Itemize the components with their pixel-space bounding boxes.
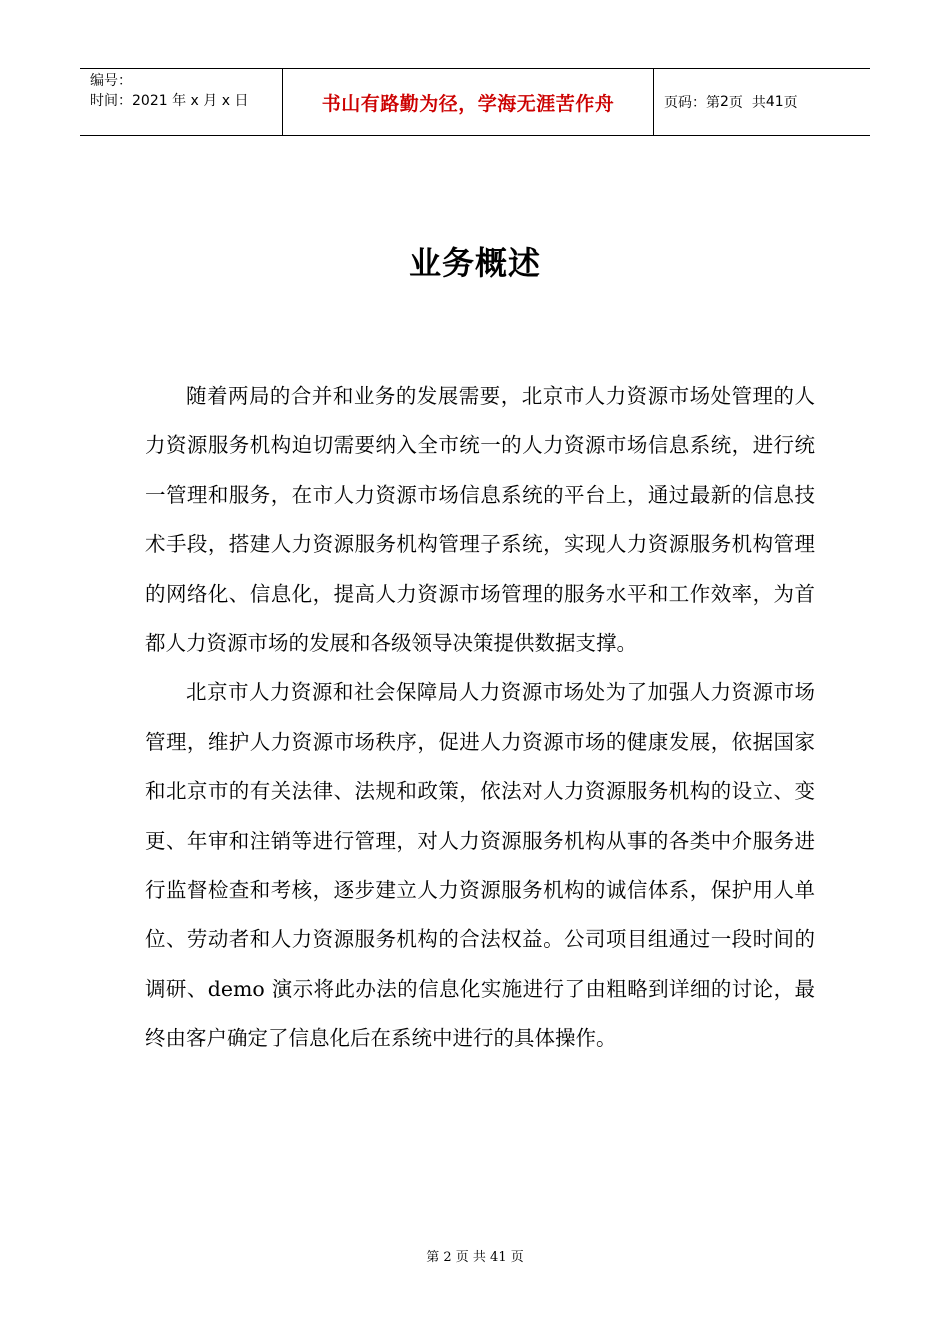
page-footer: 第 2 页 共 41 页 — [426, 1250, 524, 1265]
header-meta — [80, 69, 282, 135]
time-label: 时间：2021 年 x 月 x 日 — [90, 93, 249, 109]
page-info-suffix: 页 — [783, 95, 798, 111]
page-info-prefix: 页码：第 — [664, 95, 720, 111]
paragraph: 随着两局的合并和业务的发展需要，北京市人力资源市场处管理的人力资源服务机构迫切需要纳入全市统一的人力资源市场信息系统，进行统一管理和服务，在市人力资源市场信息系统的平台上，通过最新的信息技术手段，搭建人力资源服务机构管理子系统，实现人力资源服务机构管理的网络化、信息化，提高人力资源市场管理的服务水平和工作效率，为首都人力资源市场的发展和各级领导决策提供数据支撑。 — [145, 384, 815, 656]
paragraph: 北京市人力资源和社会保障局人力资源市场处为了加强人力资源市场管理，维护人力资源市场秩序，促进人力资源市场的健康发展，依据国家和北京市的有关法律、法规和政策，依法对人力资源服务机构的设立、变更、年审和注销等进行管理，对人力资源服务机构从事的各类中介服务进行监督检查和考核，逐步建立人力资源服务机构的诚信体系，保护用人单位、劳动者和人力资源服务机构的合法权益。公司项目组通过一段时间的调研、demo 演示将此办法的信息化实施进行了由粗略到详细的讨论，最终由客户确定了信息化后在系统中进行的具体操作。 — [145, 680, 815, 1051]
motto-text: 书山有路勤为径，学海无涯苦作舟 — [321, 92, 615, 115]
page-title: 业务概述 — [408, 244, 541, 282]
page-info-middle: 页 共 — [728, 95, 766, 111]
page-total: 41 — [765, 94, 784, 110]
header-motto — [282, 69, 654, 135]
document-body — [145, 372, 815, 1064]
page-current: 2 — [720, 94, 729, 110]
number-label: 编号： — [90, 73, 132, 89]
document-header — [80, 68, 870, 136]
header-page-info — [654, 69, 870, 135]
